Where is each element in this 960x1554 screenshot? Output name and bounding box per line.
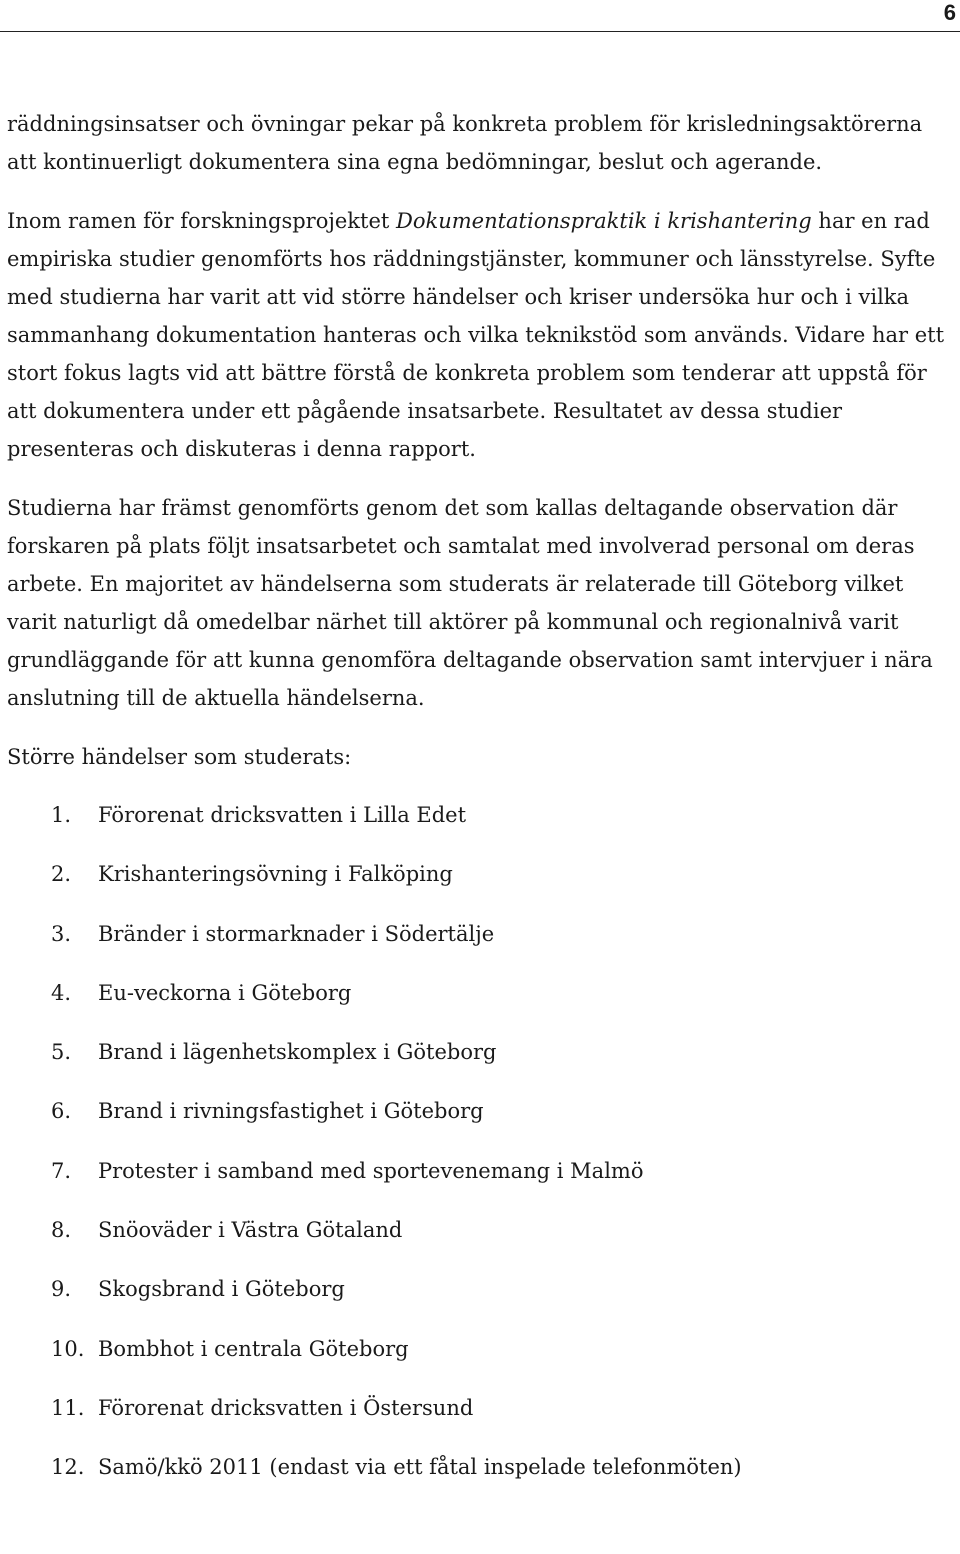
incident-number: 10. xyxy=(51,1336,85,1361)
incident-list-item xyxy=(7,796,955,855)
page-header xyxy=(0,0,960,32)
incident-list-item xyxy=(7,974,955,1033)
incident-list-item xyxy=(7,855,955,914)
incident-number: 5. xyxy=(51,1040,72,1065)
incident-number: 2. xyxy=(51,862,72,887)
list-intro: Större händelser som studerats: xyxy=(7,745,352,769)
incident-number: 1. xyxy=(51,803,72,827)
incident-text: Brand i rivningsfastighet i Göteborg xyxy=(98,1099,484,1124)
incident-list-item xyxy=(7,1270,955,1329)
incident-number: 8. xyxy=(51,1218,72,1243)
paragraph-research-project-body: har en rad empiriska studier genomförts hos räddningstjänster, kommuner och länsstyrelse. Syfte med studierna har varit att vid större händelser och kriser undersöka hur och i vilka sammanhang dokumentation hanteras och vilka teknikstöd som används. Vidare har ett stort fokus lagts vid att bättre förstå de konkreta problem som tenderar att uppstå för att dokumentera under ett pågående insatsarbete. Resultatet av dessa studier presenteras och diskuteras i denna rapport. xyxy=(7,209,945,461)
paragraph-methodology: Studierna har främst genomförts genom det som kallas deltagande observation där forskaren på plats följt insatsarbetet och samtalat med involverad personal om deras arbete. En majoritet av händelserna som studerats är relaterade till Göteborg vilket varit naturligt då omedelbar närhet till aktörer på kommunal och regionalnivå varit grundläggande för att kunna genomföra deltagande observation samt intervjuer i nära anslutning till de aktuella händelserna. xyxy=(7,496,933,710)
incident-list-item xyxy=(7,1092,955,1151)
incident-text: Brand i lägenhetskomplex i Göteborg xyxy=(98,1040,497,1065)
incident-number: 3. xyxy=(51,921,72,946)
incident-list-item xyxy=(7,915,955,974)
document-body xyxy=(7,105,955,1508)
incident-list-item xyxy=(7,1389,955,1448)
incident-text: Skogsbrand i Göteborg xyxy=(98,1277,345,1302)
incident-number: 9. xyxy=(51,1277,72,1302)
incident-text: Bränder i stormarknader i Södertälje xyxy=(98,921,495,946)
incident-list xyxy=(7,796,955,1508)
paragraph-research-project-lead: Inom ramen för forskningsprojektet xyxy=(7,209,396,233)
incident-list-item xyxy=(7,1448,955,1507)
incident-number: 7. xyxy=(51,1158,72,1183)
incident-text: Samö/kkö 2011 (endast via ett fåtal inspelade telefonmöten) xyxy=(98,1455,742,1480)
incident-text: Snöoväder i Västra Götaland xyxy=(98,1218,403,1243)
incident-number: 12. xyxy=(51,1455,85,1480)
incident-text: Protester i samband med sportevenemang i Malmö xyxy=(98,1158,644,1183)
incident-text: Förorenat dricksvatten i Lilla Edet xyxy=(98,803,467,827)
incident-text: Eu-veckorna i Göteborg xyxy=(98,980,352,1005)
incident-text: Bombhot i centrala Göteborg xyxy=(98,1336,409,1361)
page-number: 6 xyxy=(943,0,956,25)
incident-text: Krishanteringsövning i Falköping xyxy=(98,862,453,887)
paragraph-research-project xyxy=(7,202,955,468)
incident-list-item xyxy=(7,1152,955,1211)
incident-text: Förorenat dricksvatten i Östersund xyxy=(98,1395,474,1420)
incident-list-item xyxy=(7,1211,955,1270)
incident-number: 6. xyxy=(51,1099,72,1124)
incident-number: 11. xyxy=(51,1395,85,1420)
paragraph-intro-continuation: räddningsinsatser och övningar pekar på konkreta problem för krisledningsaktörerna att kontinuerligt dokumentera sina egna bedömningar, beslut och agerande. xyxy=(7,112,923,174)
incident-list-item xyxy=(7,1033,955,1092)
incident-number: 4. xyxy=(51,980,72,1005)
incident-list-item xyxy=(7,1330,955,1389)
project-title: Dokumentationspraktik i krishantering xyxy=(396,209,812,233)
